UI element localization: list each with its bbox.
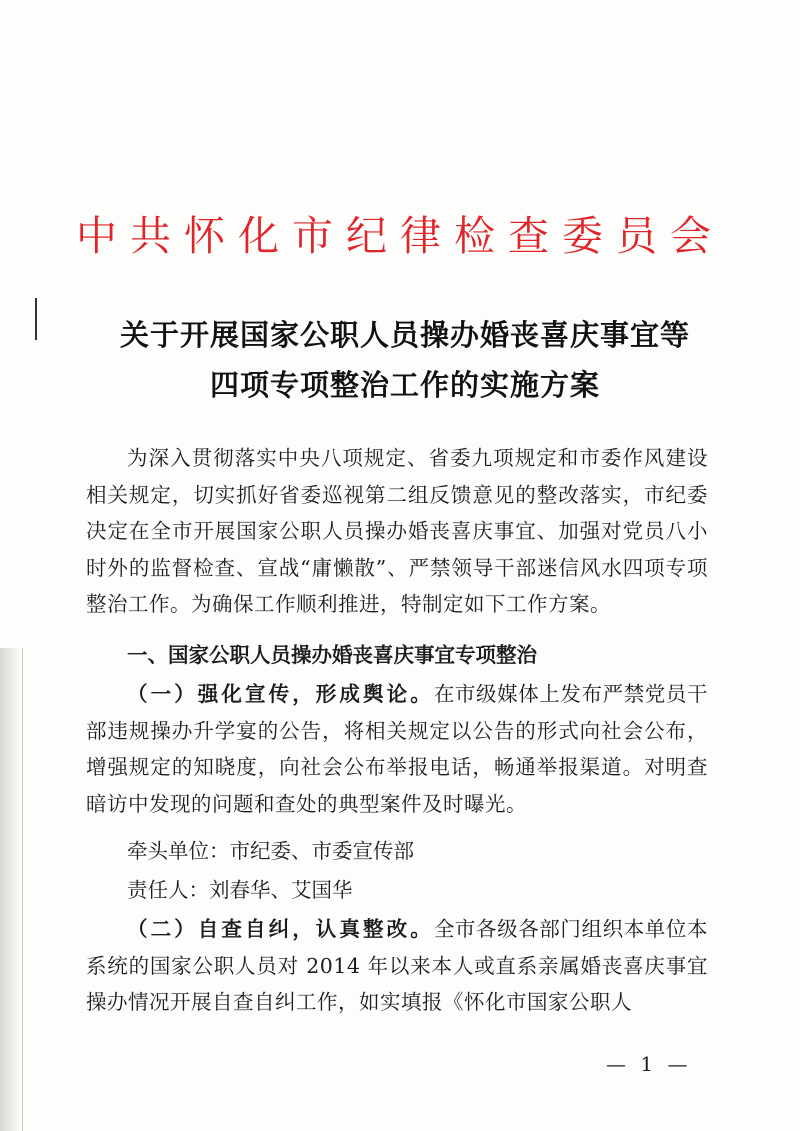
scan-mark [35,298,37,340]
item-1-body: 在市级媒体上发布严禁党员干部违规操办升学宴的公告，将相关规定以公告的形式向社会公布，增强规定的知晓度，向社会公布举报电话，畅通举报渠道。对明查暗访中发现的问题和查处的典型案件及时曝光。 [86,682,709,816]
responsible-line: 责任人：刘春华、艾国华 [127,878,353,902]
item-1-paragraph [86,676,708,822]
scan-edge-shadow [0,648,23,1131]
section-1-heading: 一、国家公职人员操办婚丧喜庆事宜专项整治 [127,643,537,667]
page-number: — 1 — [606,1052,692,1076]
lead-unit-line: 牵头单位：市纪委、市委宣传部 [127,839,414,863]
intro-paragraph: 为深入贯彻落实中央八项规定、省委九项规定和市委作风建设相关规定，切实抓好省委巡视第二组反馈意见的整改落实，市纪委决定在全市开展国家公职人员操办婚丧喜庆事宜、加强对党员八小时外的监督检查、宣战“庸懒散”、严禁领导干部迷信风水四项专项整治工作。为确保工作顺利推进，特制定如下工作方案。 [86,446,708,616]
document-title-line-2: 四项专项整治工作的实施方案 [209,368,600,402]
item-2-paragraph [86,911,708,1021]
issuer-header: 中共怀化市纪律检查委员会 [76,212,724,260]
item-1-heading: （一）强化宣传，形成舆论。 [127,682,434,706]
item-2-body: 全市各级各部门组织本单位本系统的国家公职人员对 2014 年以来本人或直系亲属婚丧喜庆事宜操办情况开展自查自纠工作，如实填报《怀化市国家公职人 [86,917,709,1014]
item-2-heading: （二）自查自纠，认真整改。 [127,917,434,941]
document-title-line-1: 关于开展国家公职人员操办婚丧喜庆事宜等 [119,318,690,352]
